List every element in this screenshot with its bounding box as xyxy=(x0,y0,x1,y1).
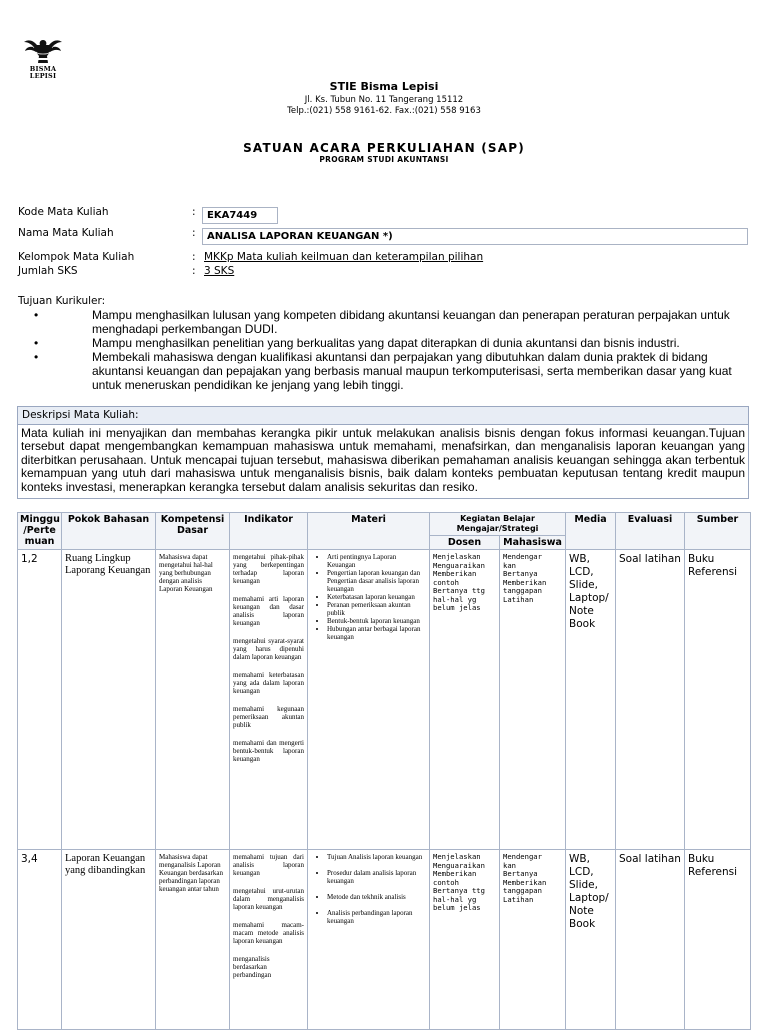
indikator-item: memahami keterbatasan yang ada dalam laporan keuangan xyxy=(233,671,304,695)
cell-sumber: Buku Referensi xyxy=(685,850,751,1030)
cell-indikator xyxy=(230,850,308,1030)
tujuan-item: • Mampu menghasilkan penelitian yang berkualitas yang dapat diterapkan di dunia akuntansi dan bisnis industri. xyxy=(30,336,750,350)
indikator-item: mengetahui pihak-pihak yang berkepentingan terhadap laporan keuangan xyxy=(233,553,304,585)
institution-address xyxy=(0,95,768,117)
phone-line: Telp.:(021) 558 9161-62. Fax.:(021) 558 9163 xyxy=(287,106,481,116)
materi-item: • Metode dan tekhnik analisis xyxy=(327,893,426,901)
header-minggu: Minggu /Perte muan xyxy=(18,513,62,550)
tujuan-label: Tujuan Kurikuler: xyxy=(18,295,106,307)
deskripsi-label: Deskripsi Mata Kuliah: xyxy=(18,407,748,425)
kelompok-value: MKKp Mata kuliah keilmuan dan keterampilan pilihan xyxy=(204,251,484,263)
logo-text-line1: BISMA xyxy=(29,65,57,73)
cell-media: WB, LCD, Slide, Laptop/ Note Book xyxy=(566,550,616,850)
nama-value: ANALISA LAPORAN KEUANGAN *) xyxy=(202,228,748,245)
logo-text-line2: LEPISI xyxy=(29,72,57,80)
kode-label: Kode Mata Kuliah xyxy=(18,206,109,218)
cell-materi xyxy=(308,550,430,850)
cell-minggu: 1,2 xyxy=(18,550,62,850)
sks-colon: : xyxy=(192,265,196,277)
cell-indikator xyxy=(230,550,308,850)
tujuan-item: • Mampu menghasilkan lulusan yang kompeten dibidang akuntansi keuangan dan penerapan peraturan perpajakan untuk menghadapi perkembangan DUDI. xyxy=(30,308,750,336)
cell-mahasiswa: Mendengar kan Bertanya Memberikan tanggapan Latihan xyxy=(500,850,566,1030)
indikator-item: mengetahui syarat-syarat yang harus dipenuhi dalam laporan keuangan xyxy=(233,637,304,661)
sks-label: Jumlah SKS xyxy=(18,265,78,277)
materi-item: • Pengertian laporan keuangan dan Pengertian dasar analisis laporan keuangan xyxy=(327,569,426,593)
cell-pokok: Laporan Keuangan yang dibandingkan xyxy=(62,850,156,1030)
indikator-item: menganalisis berdasarkan perbandingan xyxy=(233,955,272,979)
cell-dosen: Menjelaskan Menguaraikan Memberikan contoh Bertanya ttg hal-hal yg belum jelas xyxy=(430,850,500,1030)
cell-mahasiswa: Mendengar kan Bertanya Memberikan tanggapan Latihan xyxy=(500,550,566,850)
indikator-item: memahami dan mengerti bentuk-bentuk laporan keuangan xyxy=(233,739,304,763)
materi-item: • Hubungan antar berbagai laporan keuangan xyxy=(327,625,426,641)
materi-item: • Analisis perbandingan laporan keuangan xyxy=(327,909,426,925)
indikator-item: memahami macam-macam metode analisis laporan keuangan xyxy=(233,921,304,945)
materi-item: • Tujuan Analisis laporan keuangan xyxy=(327,853,426,861)
kelompok-colon: : xyxy=(192,251,196,263)
kelompok-label: Kelompok Mata Kuliah xyxy=(18,251,135,263)
table-row xyxy=(18,550,751,850)
header-dosen: Dosen xyxy=(430,536,500,550)
document-title: SATUAN ACARA PERKULIAHAN (SAP) xyxy=(243,141,525,155)
document-subtitle: PROGRAM STUDI AKUNTANSI xyxy=(319,155,449,164)
deskripsi-box xyxy=(17,406,749,499)
cell-minggu: 3,4 xyxy=(18,850,62,1030)
header-kegiatan: Kegiatan Belajar Mengajar/Strategi xyxy=(430,513,566,536)
table-row xyxy=(18,850,751,1030)
tujuan-list xyxy=(30,308,750,392)
garuda-emblem-icon xyxy=(23,36,63,66)
materi-item: • Keterbatasan laporan keuangan xyxy=(327,593,426,601)
cell-materi xyxy=(308,850,430,1030)
header-sumber: Sumber xyxy=(685,513,751,550)
cell-pokok: Ruang Lingkup Laporang Keuangan xyxy=(62,550,156,850)
address-line: Jl. Ks. Tubun No. 11 Tangerang 15112 xyxy=(304,95,464,105)
nama-colon: : xyxy=(192,227,196,239)
header-evaluasi: Evaluasi xyxy=(616,513,685,550)
indikator-item: memahami tujuan dari analisis laporan keuangan xyxy=(233,853,304,877)
header-mahasiswa: Mahasiswa xyxy=(500,536,566,550)
cell-dosen: Menjelaskan Menguaraikan Memberikan contoh Bertanya ttg hal-hal yg belum jelas xyxy=(430,550,500,850)
bisma-logo xyxy=(20,36,66,80)
indikator-item: mengetahui urut-urutan dalam menganalisis laporan keuangan xyxy=(233,887,304,911)
sks-value: 3 SKS xyxy=(204,265,235,277)
kode-value: EKA7449 xyxy=(202,207,278,224)
cell-evaluasi: Soal latihan xyxy=(616,850,685,1030)
indikator-item: memahami arti laporan keuangan dan dasar analisis laporan keuangan xyxy=(233,595,304,627)
materi-item: • Peranan pemeriksaan akuntan publik xyxy=(327,601,426,617)
materi-item: • Arti pentingnya Laporan Keuangan xyxy=(327,553,426,569)
cell-evaluasi: Soal latihan xyxy=(616,550,685,850)
header-materi: Materi xyxy=(308,513,430,550)
indikator-item: memahami kegunaan pemeriksaan akuntan publik xyxy=(233,705,304,729)
nama-label: Nama Mata Kuliah xyxy=(18,227,114,239)
institution-name: STIE Bisma Lepisi xyxy=(329,80,439,93)
cell-kompetensi: Mahasiswa dapat menganalisis Laporan Keuangan berdasarkan perbandingan laporan keuangan antar tahun xyxy=(156,850,230,1030)
header-pokok: Pokok Bahasan xyxy=(62,513,156,550)
materi-item: • Bentuk-bentuk laporan keuangan xyxy=(327,617,426,625)
tujuan-item: • Membekali mahasiswa dengan kualifikasi akuntansi dan perpajakan yang dibutuhkan dalam dunia praktek di bidang akuntansi keuangan dan pepajakan yang berbasis manual maupun terkomputerisasi, serta memberikan dasar yang kuat untuk meneruskan pendidikan ke jenjang yang lebih tinggi. xyxy=(30,350,750,392)
materi-item: • Prosedur dalam analisis laporan keuangan xyxy=(327,869,426,885)
kode-colon: : xyxy=(192,206,196,218)
cell-media: WB, LCD, Slide, Laptop/ Note Book xyxy=(566,850,616,1030)
header-indikator: Indikator xyxy=(230,513,308,550)
cell-kompetensi: Mahasiswa dapat mengetahui hal-hal yang berhubungan dengan analisis Laporan Keuangan xyxy=(156,550,230,850)
deskripsi-text: Mata kuliah ini menyajikan dan membahas kerangka pikir untuk melakukan analisis bisnis dengan fokus informasi keuangan.Tujuan tersebut dapat mengembangkan kemampuan mahasiswa untuk memahami, menafsirkan, dan menganalisis laporan keuangan yang diterbitkan perusahaan. Untuk mencapai tujuan tersebut, mahasiswa diberikan pemahaman analisis keuangan sehingga akan terbentuk kemampuan yang utuh dari mahasiswa untuk menganalisis bisnis, baik dalam konteks pembuatan keputusan tentang kredit maupun konteks investasi, menerapkan kerangka tersebut dalam analisis sekuritas dan resiko. xyxy=(21,426,745,494)
cell-sumber: Buku Referensi xyxy=(685,550,751,850)
header-kompetensi: Kompetensi Dasar xyxy=(156,513,230,550)
sap-table xyxy=(17,512,751,1030)
header-media: Media xyxy=(566,513,616,550)
